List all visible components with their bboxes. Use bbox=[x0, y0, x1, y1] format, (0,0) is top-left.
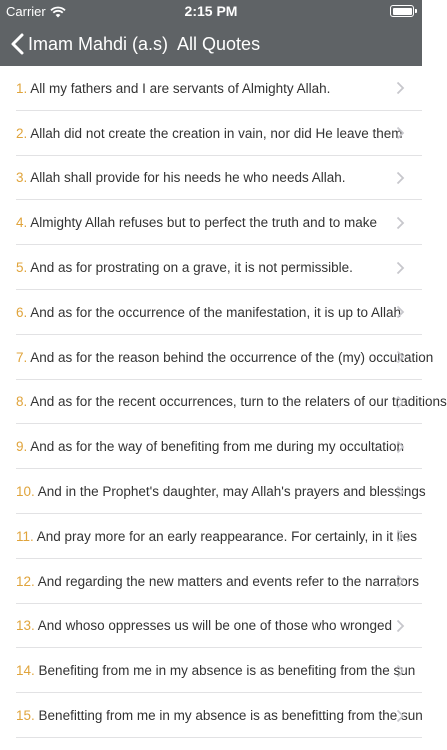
header bbox=[0, 0, 422, 66]
chevron-left-icon bbox=[10, 33, 24, 55]
quotes-list bbox=[0, 66, 447, 738]
chevron-right-icon bbox=[396, 261, 405, 275]
chevron-right-icon bbox=[396, 395, 405, 409]
chevron-right-icon bbox=[396, 619, 405, 633]
chevron-right-icon bbox=[396, 529, 405, 543]
quote-body: Benefiting from me in my absence is as benefiting from the sun bbox=[38, 663, 416, 679]
quote-row-6[interactable] bbox=[0, 290, 422, 335]
quote-number: 3. bbox=[16, 170, 28, 186]
quote-text bbox=[16, 484, 426, 499]
page-title: All Quotes bbox=[177, 33, 261, 54]
status-bar bbox=[0, 0, 422, 22]
quote-number: 7. bbox=[16, 349, 28, 365]
chevron-right-icon bbox=[396, 709, 405, 723]
quote-text bbox=[16, 439, 404, 454]
quote-text bbox=[16, 394, 447, 409]
quote-row-4[interactable] bbox=[0, 200, 422, 245]
quote-number: 1. bbox=[16, 80, 28, 96]
quote-text bbox=[16, 618, 392, 633]
status-time: 2:15 PM bbox=[184, 3, 238, 19]
quote-body: And whoso oppresses us will be one of those who wronged bbox=[37, 618, 393, 634]
quote-body: And regarding the new matters and events refer to the narrators bbox=[37, 573, 420, 589]
quote-body: Allah shall provide for his needs he who needs Allah. bbox=[30, 170, 346, 186]
quote-body: Almighty Allah refuses but to perfect the truth and to make bbox=[30, 215, 377, 231]
quote-body: And as for the recent occurrences, turn to the relaters of our traditions bbox=[30, 394, 447, 410]
quote-row-8[interactable] bbox=[0, 380, 447, 425]
quote-number: 13. bbox=[16, 618, 35, 634]
quote-row-7[interactable] bbox=[0, 335, 434, 380]
chevron-right-icon bbox=[396, 305, 405, 319]
quote-body: Benefitting from me in my absence is as benefitting from the sun bbox=[38, 708, 423, 724]
quote-body: And as for the way of benefiting from me during my occultation bbox=[30, 439, 404, 455]
quote-text bbox=[16, 305, 401, 320]
quote-text bbox=[16, 708, 423, 723]
quote-number: 6. bbox=[16, 304, 28, 320]
chevron-right-icon bbox=[396, 350, 405, 364]
quote-text bbox=[16, 260, 382, 275]
quote-row-12[interactable] bbox=[0, 559, 422, 604]
chevron-right-icon bbox=[396, 171, 405, 185]
back-button-label: Imam Mahdi (a.s) bbox=[28, 33, 169, 54]
chevron-right-icon bbox=[396, 126, 405, 140]
quote-number: 11. bbox=[16, 528, 34, 544]
quote-row-10[interactable] bbox=[0, 469, 426, 514]
quote-text bbox=[16, 350, 433, 365]
chevron-right-icon bbox=[396, 440, 405, 454]
quote-row-9[interactable] bbox=[0, 424, 422, 469]
carrier-label: Carrier bbox=[6, 4, 46, 19]
quote-text bbox=[16, 126, 403, 141]
quote-row-15[interactable] bbox=[0, 693, 422, 738]
chevron-right-icon bbox=[396, 664, 405, 678]
quote-row-14[interactable] bbox=[0, 648, 422, 693]
quote-row-2[interactable] bbox=[0, 111, 422, 156]
quote-body: All my fathers and I are servants of Almighty Allah. bbox=[30, 80, 331, 96]
quote-text bbox=[16, 574, 419, 589]
quote-body: And pray more for an early reappearance. For certainly, in it lies bbox=[36, 528, 417, 544]
quote-body: Allah did not create the creation in vain, nor did He leave them bbox=[30, 125, 403, 141]
quote-row-11[interactable] bbox=[0, 514, 422, 559]
quote-body: And as for prostrating on a grave, it is not permissible. bbox=[30, 260, 353, 276]
chevron-right-icon bbox=[396, 216, 405, 230]
quote-row-5[interactable] bbox=[0, 245, 422, 290]
quote-text bbox=[16, 215, 382, 230]
quote-text bbox=[16, 81, 382, 96]
quote-number: 5. bbox=[16, 260, 28, 276]
quote-body: And as for the reason behind the occurrence of the (my) occultation bbox=[30, 349, 434, 365]
quote-body: And as for the occurrence of the manifestation, it is up to Allah bbox=[30, 304, 401, 320]
quote-row-3[interactable] bbox=[0, 156, 422, 201]
chevron-right-icon bbox=[396, 574, 405, 588]
quote-text bbox=[16, 529, 417, 544]
quote-number: 15. bbox=[16, 708, 35, 724]
quote-row-1[interactable] bbox=[0, 66, 422, 111]
quote-number: 12. bbox=[16, 573, 35, 589]
quote-text bbox=[16, 663, 415, 678]
quote-number: 9. bbox=[16, 439, 28, 455]
quote-number: 10. bbox=[16, 484, 35, 500]
battery-icon bbox=[390, 5, 414, 17]
quote-number: 2. bbox=[16, 125, 28, 141]
quote-number: 8. bbox=[16, 394, 28, 410]
nav-bar bbox=[0, 22, 422, 66]
quote-row-13[interactable] bbox=[0, 604, 422, 649]
back-button[interactable] bbox=[0, 22, 168, 66]
quote-number: 14. bbox=[16, 663, 35, 679]
quote-text bbox=[16, 170, 382, 185]
quote-body: And in the Prophet's daughter, may Allah's prayers and blessings bbox=[37, 484, 426, 500]
chevron-right-icon bbox=[396, 485, 405, 499]
quote-number: 4. bbox=[16, 215, 28, 231]
chevron-right-icon bbox=[396, 81, 405, 95]
